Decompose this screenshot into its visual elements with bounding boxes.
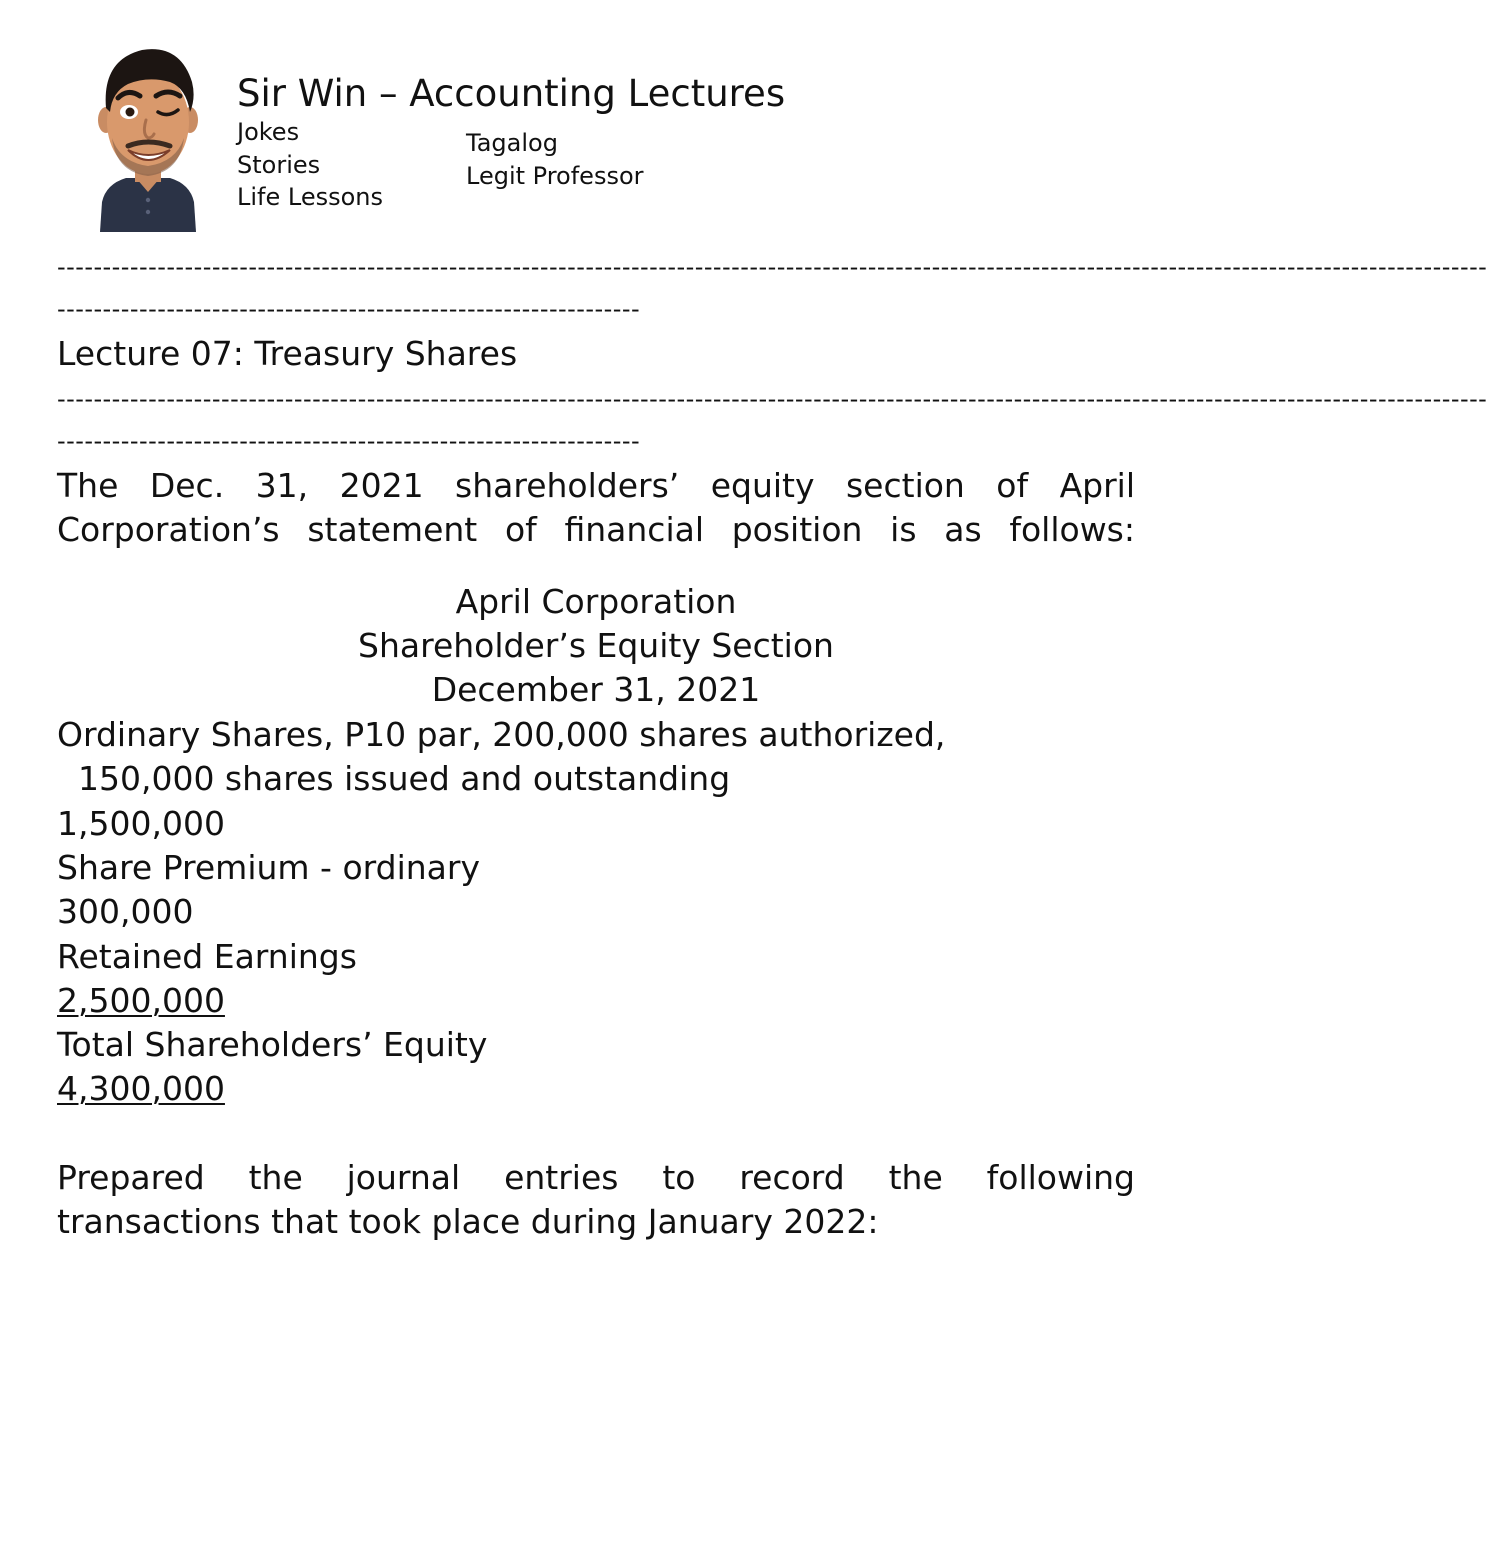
lecture-title: Lecture 07: Treasury Shares xyxy=(57,334,518,373)
total-amount: 4,300,000 xyxy=(57,1069,225,1108)
separator-line: ------------------------------------------------------------------------------------------------------------------------------------------------------------- xyxy=(57,253,1487,281)
separator-line: ------------------------------------------------------------------------------------------------------------------------------------------------------------- xyxy=(57,385,1487,413)
instruction-line: transactions that took place during January 2022: xyxy=(57,1202,879,1241)
line-item-amount: 2,500,000 xyxy=(57,981,225,1020)
statement-heading xyxy=(57,580,1135,712)
statement-section-title: Shareholder’s Equity Section xyxy=(358,626,834,665)
line-item-label: 150,000 shares issued and outstanding xyxy=(57,759,731,798)
tag-life-lessons: Life Lessons xyxy=(237,183,384,211)
intro-line: The Dec. 31, 2021 shareholders’ equity section of April xyxy=(57,466,1135,505)
line-item-label: Total Shareholders’ Equity xyxy=(57,1025,488,1064)
tag-legit-professor: Legit Professor xyxy=(466,161,644,190)
intro-line: Corporation’s statement of financial position is as follows: xyxy=(57,510,1135,549)
tag-stories: Stories xyxy=(237,150,321,179)
line-item-label: Share Premium - ordinary xyxy=(57,848,480,887)
separator-line: ---------------------------------------------------------------- xyxy=(57,295,641,323)
separator-line: ---------------------------------------------------------------- xyxy=(57,427,641,455)
instruction-line: Prepared the journal entries to record the following xyxy=(57,1158,1135,1197)
tag-tagalog: Tagalog xyxy=(466,129,558,157)
memoji-avatar-icon xyxy=(92,42,204,232)
company-name: April Corporation xyxy=(455,582,737,621)
line-item-label: Retained Earnings xyxy=(57,937,357,976)
tag-list-right xyxy=(466,127,644,192)
site-title: Sir Win – Accounting Lectures xyxy=(237,72,786,115)
line-item-label: Ordinary Shares, P10 par, 200,000 shares authorized, xyxy=(57,715,946,754)
line-item-amount: 300,000 xyxy=(57,892,194,931)
intro-paragraph xyxy=(57,464,1135,552)
line-item-amount: 1,500,000 xyxy=(57,804,225,843)
statement-date: December 31, 2021 xyxy=(431,670,761,709)
instruction-paragraph xyxy=(57,1156,1135,1244)
tag-jokes: Jokes xyxy=(237,118,300,146)
tag-list-left xyxy=(237,116,383,214)
